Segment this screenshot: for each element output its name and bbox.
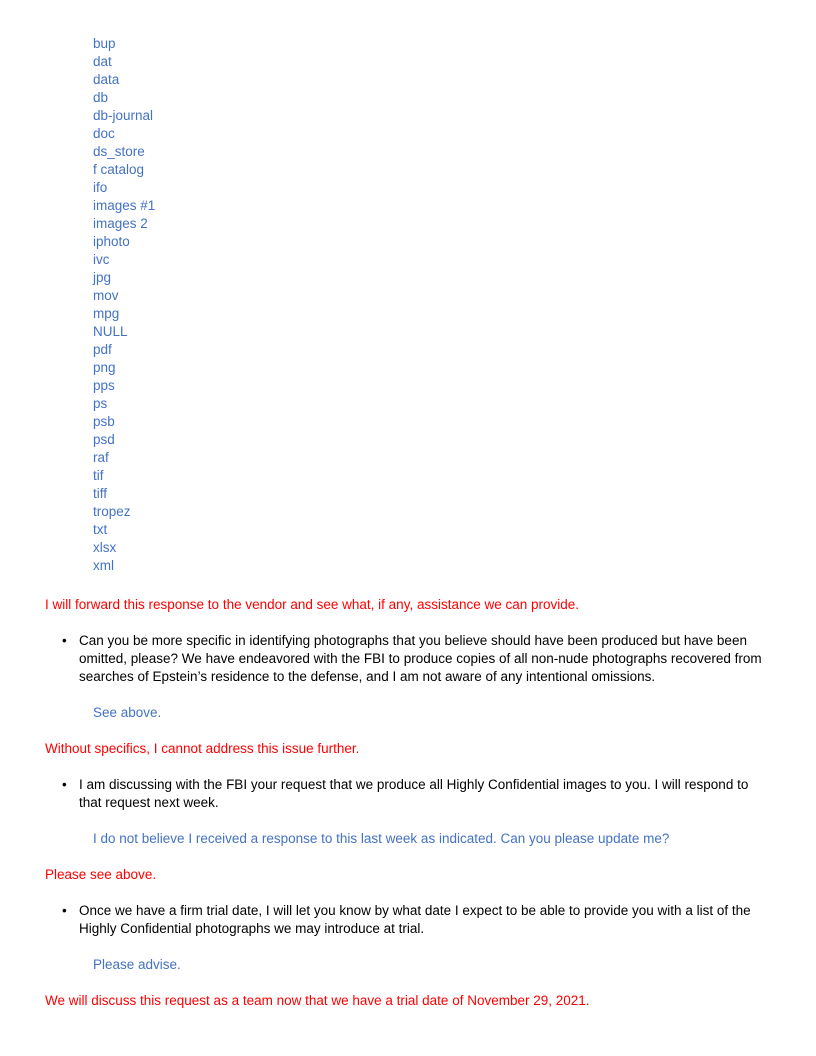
list-item: xlsx (93, 540, 117, 555)
bullet-text: I am discussing with the FBI your request that we produce all Highly Confidential images to you. I will respond to that request next week. (79, 777, 749, 810)
bullet-trial-date (63, 902, 763, 938)
list-item: NULL (93, 324, 128, 339)
list-item: f catalog (93, 162, 145, 177)
list-item: db (93, 90, 109, 105)
list-item: doc (93, 126, 115, 141)
reply-please-see-above: Please see above. (45, 867, 157, 882)
list-item: tropez (93, 504, 131, 519)
bullet-icon: • (62, 777, 67, 792)
list-item: xml (93, 558, 114, 573)
list-item: ifo (93, 180, 108, 195)
bullet-highly-confidential-request (63, 776, 763, 812)
list-item: images 2 (93, 216, 148, 231)
list-item: png (93, 360, 116, 375)
list-item: ds_store (93, 144, 145, 159)
reply-without-specifics: Without specifics, I cannot address this issue further. (45, 741, 360, 756)
list-item: db-journal (93, 108, 154, 123)
list-item: iphoto (93, 234, 130, 249)
list-item: pps (93, 378, 115, 393)
list-item: jpg (93, 270, 112, 285)
bullet-icon: • (62, 633, 67, 648)
list-item: tiff (93, 486, 108, 501)
list-item: psb (93, 414, 115, 429)
comment-update-request: I do not believe I received a response to this last week as indicated. Can you please update me? (93, 831, 670, 846)
bullet-photographs-omitted (63, 632, 763, 686)
list-item: mov (93, 288, 119, 303)
list-item: mpg (93, 306, 120, 321)
list-item: images #1 (93, 198, 156, 213)
list-item: raf (93, 450, 109, 465)
reply-forward-vendor: I will forward this response to the vendor and see what, if any, assistance we can provide. (45, 597, 580, 612)
list-item: ivc (93, 252, 110, 267)
bullet-text: Once we have a firm trial date, I will let you know by what date I expect to be able to provide you with a list of the Highly Confidential photographs we may introduce at trial. (79, 903, 751, 936)
list-item: tif (93, 468, 104, 483)
bullet-icon: • (62, 903, 67, 918)
file-extension-list (93, 35, 155, 575)
list-item: psd (93, 432, 115, 447)
list-item: txt (93, 522, 108, 537)
list-item: pdf (93, 342, 112, 357)
list-item: data (93, 72, 120, 87)
bullet-text: Can you be more specific in identifying photographs that you believe should have been produced but have been omitted, please? We have endeavored with the FBI to produce copies of all non-nude photographs recovered from searches of Epstein’s residence to the defense, and I am not aware of any intentional omissions. (79, 633, 762, 684)
list-item: bup (93, 36, 116, 51)
comment-please-advise: Please advise. (93, 957, 181, 972)
list-item: dat (93, 54, 112, 69)
list-item: ps (93, 396, 108, 411)
comment-see-above: See above. (93, 705, 162, 720)
reply-trial-date: We will discuss this request as a team now that we have a trial date of November 29, 2021. (45, 993, 590, 1008)
